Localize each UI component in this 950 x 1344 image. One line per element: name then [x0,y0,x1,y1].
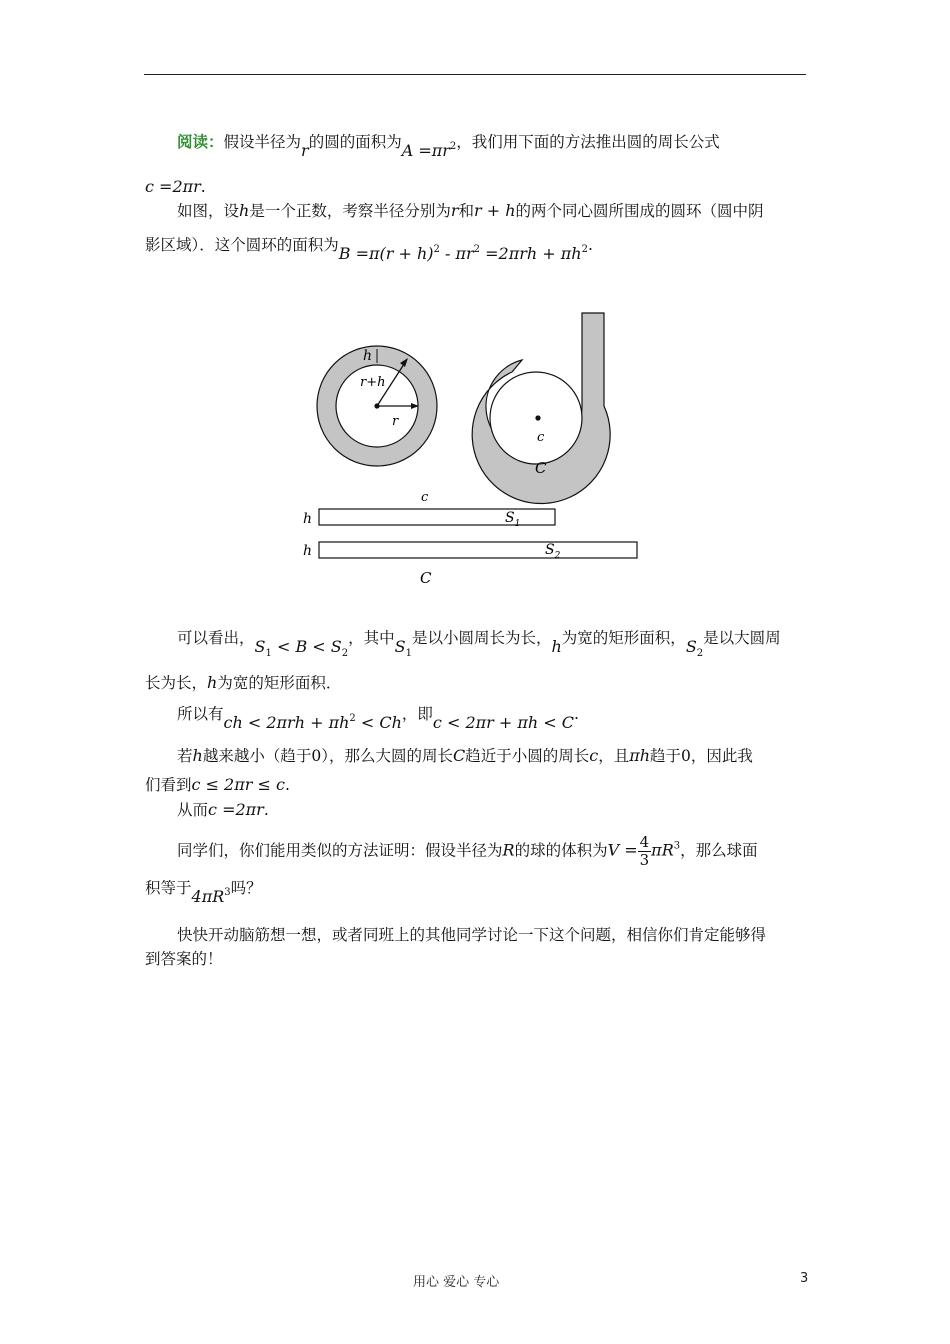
text: 假设半径为 [223,133,302,151]
label-C-bottom: C [420,569,432,587]
label-h-ring: h [363,348,373,364]
math-pi-R: πR [651,840,674,860]
math-h: h [207,673,218,692]
paragraph-setup-cont: 影区域）．这个圆环的面积为$B =\pi(r + h)^2 - \pi r^2 =2\pi rh + \pi h^2$. [145,236,593,263]
math-ring-area: $B =\pi(r + h)^2 - \pi r^2 =2\pi rh + \pi h^2$ [338,244,588,263]
math-circumference: c =2πr [145,177,201,196]
paragraph-limit: 若h越来越小（趋于0），那么大圆的周长C趋近于小圆的周长c，且πh趋于0，因此我 [177,746,753,765]
label-C-spiral: C [535,459,547,477]
math-h: h [192,746,203,765]
math-area-formula: A =πr [401,141,450,160]
paragraph-sphere-question: 同学们，你们能用类似的方法证明：假设半径为R的球的体积为V = $\frac{4}{3}$ $\pi R^3$，那么球面 [177,833,758,869]
math-r: r [450,201,459,220]
page-footer: 用心 爱心 专心 [413,1275,500,1290]
math-c: c [589,746,599,765]
paragraph-limit-cont: 们看到c ≤ 2πr ≤ c. [145,775,290,794]
small-center-dot [535,415,540,420]
figure-ring-unrolled [295,308,655,597]
math-inequality-2: c < 2πr + πh < C [432,713,575,732]
math-S1: $S_1$ [394,637,412,659]
paragraph-reading-cont: c =2πr. [145,177,206,196]
math-V: V = [607,840,638,860]
math-r: r [301,141,309,160]
math-S1-B-S2: $S_1 < B < S_2$ [254,637,349,659]
math-R: R [502,840,515,860]
math-S2: $S_2$ [685,637,704,659]
paragraph-reading: 阅读：假设半径为r的圆的面积为$A =\pi r^2$，我们用下面的方法推出圆的周长公式 [177,132,720,160]
paragraph-sphere-question-cont: 积等于$4\pi R^3$吗？ [145,879,262,906]
label-r-plus-h: r+h [360,375,386,390]
paragraph-conclusion: 从而c =2πr. [177,800,269,819]
paragraph-inequality: 所以有ch < $2\pi rh + \pi h^2 < Ch$，即c < 2πr + πh < C. [177,705,579,732]
math-pi-h: πh [629,746,651,765]
label-c-top: c [421,490,429,505]
paragraph-encouragement-cont: 到答案的！ [145,950,223,968]
math-surface-area: $4\pi R^3$ [191,887,231,906]
math-C: C [452,746,466,765]
paragraph-compare-cont: 长为长，h为宽的矩形面积． [145,673,342,692]
math-h: h [551,637,562,656]
label-c-spiral: c [537,430,545,445]
paragraph-compare: 可以看出，$S_1 < B < S_2$，其中$S_1$是以小圆周长为长，h为宽的矩形面积，$S_2$是以大圆周 [177,629,781,659]
label-h-rect1: h [303,511,313,527]
label-S1: $S_1$ [505,510,521,529]
reading-label: 阅读： [177,132,224,151]
math-h: h [239,201,250,220]
paragraph-setup: 如图，设h是一个正数，考察半径分别为r和r + h的两个同心圆所围成的圆环（圆中阴 [177,201,764,220]
paragraph-encouragement: 快快开动脑筋想一想，或者同班上的其他同学讨论一下这个问题，相信你们肯定能够得 [177,926,767,944]
label-S2: $S_2$ [545,542,561,561]
math-inequality-1: ch < $2\pi rh + \pi h^2 < Ch$ [223,713,402,732]
label-r: r [392,414,399,429]
rect-S2 [319,542,637,558]
math-r-plus-h: r + h [474,201,516,220]
figure-svg [295,308,655,593]
text: ，我们用下面的方法推出圆的周长公式 [456,133,720,151]
header-rule [144,74,806,75]
math-circumference-result: c =2πr [208,800,264,819]
page-number: 3 [800,1271,809,1286]
text: 的圆的面积为 [308,133,402,151]
fraction-four-thirds: $\frac{4}{3}$ [639,833,650,869]
math-squeeze: c ≤ 2πr ≤ c [191,775,285,794]
label-h-rect2: h [303,543,313,559]
